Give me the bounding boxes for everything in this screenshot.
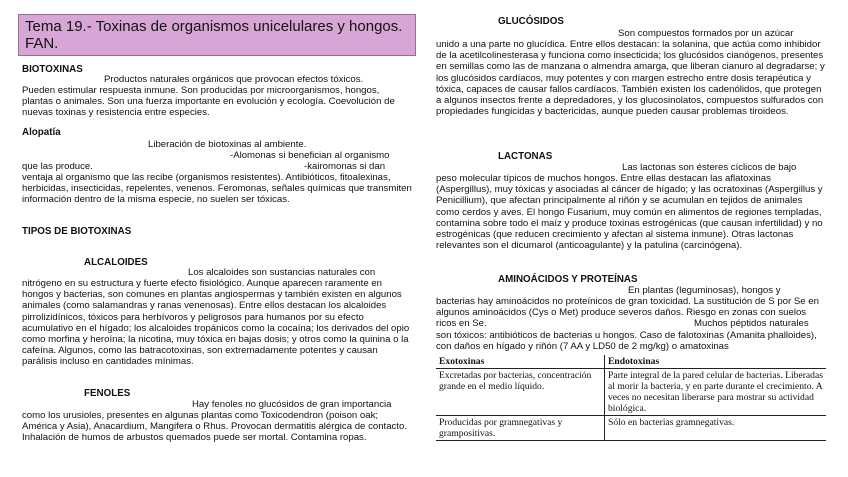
alopatia-line1: Liberación de biotoxinas al ambiente. [148, 139, 307, 150]
table-row [436, 369, 826, 416]
table-header-endotoxinas: Endotoxinas [605, 355, 827, 369]
fenoles-heading: FENOLES [84, 388, 131, 399]
aminoacidos-body1: bacterias hay aminoácidos no proteínicos de gran toxicidad. La sustitución de S por Se en algunos aminoácidos (Cys o Met) produce severos daños. Riesgo en zonas con suelos ricos en Se. [436, 296, 819, 330]
table-header-row [436, 355, 826, 369]
alopatia-body: ventaja al organismo que las recibe (organismos resistentes). Antibióticos, fitoalexinas, herbicidas, insecticidas, repelentes, venenos. Feromonas, señales químicas que transmiten información dentro de la misma especie, no suelen ser tóxicas. [22, 172, 412, 206]
lactonas-heading: LACTONAS [498, 151, 553, 162]
biotoxinas-lead: Productos naturales orgánicos que provocan efectos tóxicos. [104, 74, 364, 85]
alopatia-line3b: -kairomonas si dan [304, 161, 386, 172]
toxins-table [436, 355, 826, 441]
table-header-exotoxinas: Exotoxinas [436, 355, 605, 369]
aminoacidos-heading: AMINOÁCIDOS Y PROTEÍNAS [498, 274, 638, 285]
alcaloides-heading: ALCALOIDES [84, 257, 148, 268]
lactonas-lead: Las lactonas son ésteres cíclicos de bajo [622, 162, 797, 173]
table-cell: Producidas por gramnegativas y grampositivas. [436, 416, 605, 441]
table-row [436, 416, 826, 441]
alopatia-heading: Alopatía [22, 127, 61, 138]
alcaloides-lead: Los alcaloides son sustancias naturales con [188, 267, 376, 278]
glucosidos-lead: Son compuestos formados por un azúcar [618, 28, 794, 39]
table-cell: Sólo en bacterias gramnegativas. [605, 416, 827, 441]
tipos-heading: TIPOS DE BIOTOXINAS [22, 226, 132, 237]
fenoles-body: como los urusioles, presentes en algunas plantas como Toxicodendron (poison oak; América y Asia), Anacardium, Mangifera o Rhus. Provocan dermatitis alérgica de contacto. Inhalación de humos de arbustos quemados puede ser mortal. Contamina ropas. [22, 410, 407, 444]
fenoles-lead: Hay fenoles no glucósidos de gran importancia [192, 399, 392, 410]
alopatia-line2: -Alomonas si benefician al organismo [230, 150, 390, 161]
glucosidos-heading: GLUCÓSIDOS [498, 16, 564, 27]
biotoxinas-heading: BIOTOXINAS [22, 64, 83, 75]
alopatia-line3a: que las produce. [22, 161, 93, 172]
biotoxinas-body: Pueden estimular respuesta inmune. Son producidas por microorganismos, hongos, plantas o animales. Son una fuerza importante en evolución y ecología. Coevolución de nuevas toxinas y resistencia entre especies. [22, 85, 395, 119]
alcaloides-body: nitrógeno en su estructura y fuerte efecto fisiológico. Aunque aparecen raramente en hongos y bacterias, son comunes en plantas angiospermas y también existen en algunos animales (como salamandras y ranas venenosas). Entre ellos destacan los alcaloides pirrolizidínicos, tóxicos para herbívoros y peligrosos para humanos por su efecto acumulativo en el hígado; los alcaloides tropánicos como la cocaína; los derivados del opio como morfina y heroína; la nicotina, muy tóxica en bajas dosis; y otros como la quinina o la cafeína. Algunos, como las batracotoxinas, son extremadamente potentes y causan parálisis incluso en cantidades mínimas. [22, 278, 410, 368]
aminoacidos-body1b: Muchos péptidos naturales [694, 318, 809, 329]
lactonas-body: peso molecular típicos de muchos hongos. Entre ellas destacan las aflatoxinas (Aspergillus), muy tóxicas y asociadas al cáncer de hígado; y las ocratoxinas (Aspergillus y Penicillium), que afectan principalmente al riñón y se acumulan en tejidos de animales como cerdos y aves. El hongo Fusarium, muy común en alimentos de regiones templadas, contamina sobre todo el maíz y produce toxinas estrogénicas (que causan infertilidad) y no estrogénicas (que reducen crecimiento y afectan al sistema inmune). Otras lactonas relevantes son el dicumarol (anticoagulante) y la patulina (carcinógena). [436, 173, 823, 252]
aminoacidos-lead: En plantas (leguminosas), hongos y [628, 285, 781, 296]
glucosidos-body: unido a una parte no glucídica. Entre ellos destacan: la solanina, que actúa como inhibidor de la acetilcolinesterasa y funciona como insecticida; los glucósidos cianógenos, presentes en semillas como las de manzana o almendra amarga, que liberan cianuro al degradarse; y los glucósidos cardíacos, muy potentes y con margen estrecho entre dosis terapéutica y tóxica, capaces de causar fallos cardíacos. También existen los cadenólidos, que protegen a algunos insectos frente a depredadores, y los glucosinolatos, compuestos sulfurados con propiedades fungicidas y bactericidas, aunque pueden causar problemas tiroideos. [436, 39, 825, 118]
page-title: Tema 19.- Toxinas de organismos unicelulares y hongos. FAN. [18, 14, 416, 56]
table-cell: Parte integral de la pared celular de bacterias. Liberadas al morir la bacteria, y en parte durante el crecimiento. A veces no necesitan liberarse para mostrar su actividad biológica. [605, 369, 827, 416]
aminoacidos-body2: son tóxicos: antibióticos de bacterias u hongos. Caso de falotoxinas (Amanita phalloides), con daños en hígado y riñón (7 AA y LD50 de 2 mg/kg) o amatoxinas [436, 330, 817, 353]
table-cell: Excretadas por bacterias, concentración grande en el medio líquido. [436, 369, 605, 416]
